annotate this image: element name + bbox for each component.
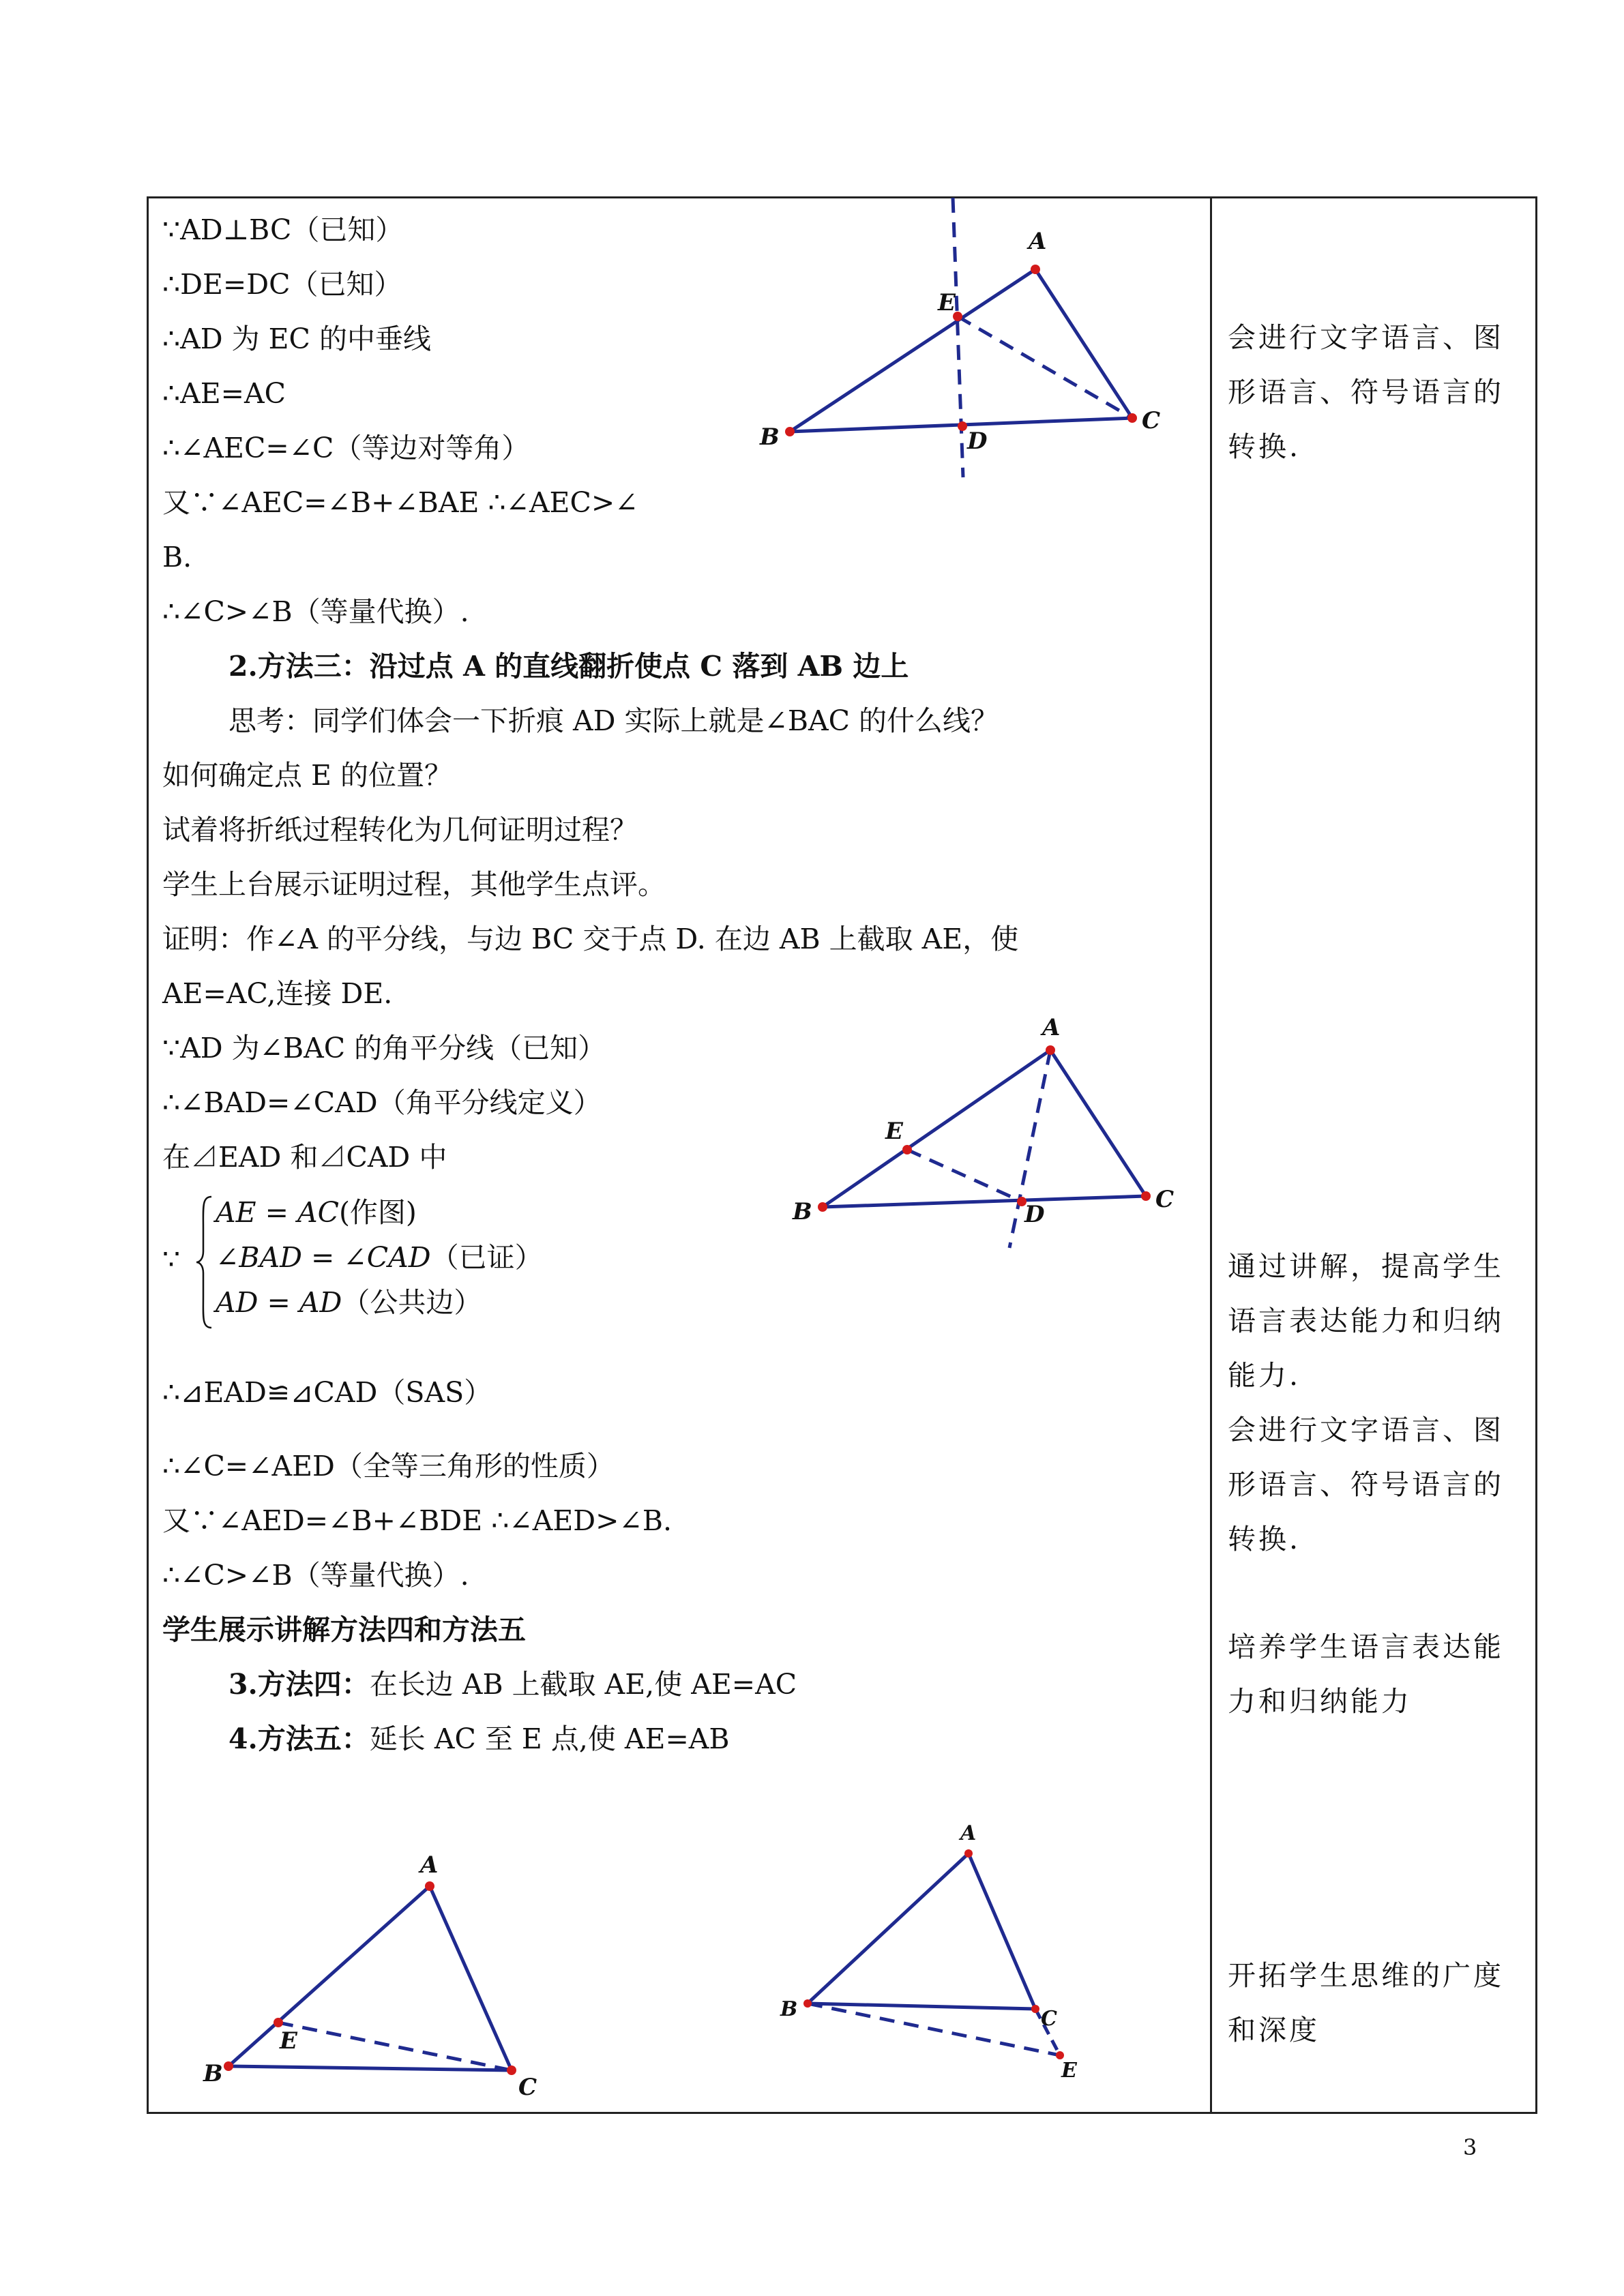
note-line: 语言表达能力和归纳 xyxy=(1228,1304,1504,1337)
point-a xyxy=(1046,1045,1055,1055)
segment-ba xyxy=(790,269,1035,432)
note-line: 会进行文字语言、图 xyxy=(1228,1414,1504,1446)
left-brace xyxy=(195,1194,216,1330)
method4-text: 在长边 AB 上截取 AE,使 AE=AC xyxy=(369,1668,797,1701)
question-line: 试着将折纸过程转化为几何证明过程？ xyxy=(162,814,638,846)
figure-perpendicular-bisector xyxy=(750,191,1187,491)
note-line: 转换. xyxy=(1228,430,1301,463)
dashed-altitude-line xyxy=(953,198,963,477)
condition-reason: （已证） xyxy=(430,1241,543,1274)
condition-rows xyxy=(216,1190,543,1325)
condition-reason: (作图) xyxy=(338,1196,417,1229)
label-a: A xyxy=(420,1851,439,1879)
note-line: 转换. xyxy=(1228,1523,1301,1555)
proof-line: 又∵∠AED=∠B+∠BDE ∴∠AED>∠B. xyxy=(162,1504,672,1537)
note-line: 通过讲解，提高学生 xyxy=(1228,1250,1504,1283)
condition-expr: ∠BAD = ∠CAD xyxy=(216,1241,431,1274)
figure-method-five xyxy=(771,1814,1125,2087)
label-c: C xyxy=(1155,1186,1175,1213)
condition-reason: （公共边） xyxy=(342,1286,482,1319)
proof-line: ∴∠C>∠B（等量代换）. xyxy=(162,595,469,628)
point-e xyxy=(902,1145,912,1154)
method5-label: 4.方法五： xyxy=(228,1723,370,1755)
note-line: 力和归纳能力 xyxy=(1228,1685,1412,1718)
proof-line: ∴AE=AC xyxy=(162,377,286,410)
proof-line: ∴∠C=∠AED（全等三角形的性质） xyxy=(162,1450,615,1482)
proof-line: ∵AD 为∠BAC 的角平分线（已知） xyxy=(162,1032,606,1064)
label-e: E xyxy=(885,1118,903,1145)
segment-ac xyxy=(1050,1050,1146,1196)
proof-line: B. xyxy=(162,541,192,573)
note-line: 形语言、符号语言的 xyxy=(1228,1468,1504,1501)
label-a: A xyxy=(1029,228,1047,255)
proof-line: ∴∠BAD=∠CAD（角平分线定义） xyxy=(162,1086,602,1119)
proof-line: ∴⊿EAD≌⊿CAD（SAS） xyxy=(162,1376,492,1409)
label-b: B xyxy=(203,2060,223,2087)
segment-ac xyxy=(969,1853,1035,2009)
proof-intro: 证明：作∠A 的平分线，与边 BC 交于点 D. 在边 AB 上截取 AE，使 xyxy=(162,923,1019,955)
congruence-conditions xyxy=(162,1190,640,1337)
label-b: B xyxy=(793,1198,812,1225)
segment-ba xyxy=(228,1886,430,2066)
page-number: 3 xyxy=(1463,2134,1477,2160)
point-a xyxy=(1031,265,1040,274)
method5-line xyxy=(228,1722,730,1756)
condition-expr: AD = AD xyxy=(216,1286,342,1319)
note-line: 开拓学生思维的广度 xyxy=(1228,1959,1504,1992)
question-line: 如何确定点 E 的位置？ xyxy=(162,759,452,792)
proof-line: ∴AD 为 EC 的中垂线 xyxy=(162,323,431,355)
dashed-segment-be xyxy=(808,2003,1060,2055)
proof-line: 又∵∠AEC=∠B+∠BAE ∴∠AEC>∠ xyxy=(162,486,638,519)
proof-line: ∵AD⊥BC（已知） xyxy=(162,213,404,246)
segment-bc xyxy=(228,2066,512,2070)
label-b: B xyxy=(780,1997,798,2021)
figure-angle-bisector xyxy=(784,1016,1194,1262)
segment-ba xyxy=(808,1853,969,2003)
label-c: C xyxy=(1041,2007,1057,2031)
method3-heading: 2.方法三：沿过点 A 的直线翻折使点 C 落到 AB 边上 xyxy=(228,650,909,683)
note-line: 形语言、符号语言的 xyxy=(1228,376,1504,408)
method5-text: 延长 AC 至 E 点,使 AE=AB xyxy=(369,1723,730,1755)
point-b xyxy=(803,1999,812,2008)
activity-line: 学生上台展示证明过程，其他学生点评。 xyxy=(162,868,666,901)
label-c: C xyxy=(518,2074,537,2101)
column-divider xyxy=(1210,196,1212,2114)
segment-bc xyxy=(823,1196,1146,1207)
point-c xyxy=(507,2066,516,2075)
students-heading: 学生展示讲解方法四和方法五 xyxy=(162,1613,526,1646)
segment-ac xyxy=(1035,269,1132,418)
label-c: C xyxy=(1142,407,1161,434)
label-a: A xyxy=(1042,1014,1061,1041)
condition-row xyxy=(216,1235,543,1280)
label-e: E xyxy=(1061,2059,1077,2083)
segment-ac xyxy=(430,1886,512,2070)
condition-row xyxy=(216,1280,543,1325)
figure-method-four xyxy=(198,1841,566,2100)
point-d xyxy=(958,421,967,431)
label-d: D xyxy=(967,428,988,455)
dashed-segment-ec xyxy=(958,316,1132,418)
point-c xyxy=(1127,413,1137,423)
segment-ba xyxy=(823,1050,1050,1207)
label-b: B xyxy=(760,423,780,451)
proof-intro: AE=AC,连接 DE. xyxy=(162,977,393,1010)
point-e xyxy=(274,2018,283,2027)
because-symbol: ∵ xyxy=(162,1243,181,1276)
point-c xyxy=(1031,2005,1039,2013)
condition-expr: AE = AC xyxy=(216,1196,339,1229)
label-a: A xyxy=(960,1821,977,1845)
think-question: 思考：同学们体会一下折痕 AD 实际上就是∠BAC 的什么线？ xyxy=(228,704,999,737)
label-d: D xyxy=(1024,1201,1045,1228)
note-line: 和深度 xyxy=(1228,2014,1320,2046)
note-line: 能力. xyxy=(1228,1359,1301,1392)
label-e: E xyxy=(938,289,956,316)
condition-row xyxy=(216,1190,543,1235)
point-b xyxy=(224,2061,233,2071)
proof-line: ∴DE=DC（已知） xyxy=(162,268,402,301)
label-e: E xyxy=(280,2027,297,2055)
method4-label: 3.方法四： xyxy=(228,1668,370,1701)
note-line: 会进行文字语言、图 xyxy=(1228,321,1504,354)
method4-line xyxy=(228,1667,797,1701)
proof-line: 在⊿EAD 和⊿CAD 中 xyxy=(162,1141,447,1174)
proof-line: ∴∠AEC=∠C（等边对等角） xyxy=(162,432,530,464)
point-c xyxy=(1141,1191,1151,1201)
point-a xyxy=(964,1849,973,1858)
proof-line: ∴∠C>∠B（等量代换）. xyxy=(162,1559,469,1592)
note-line: 培养学生语言表达能 xyxy=(1228,1630,1504,1663)
point-b xyxy=(785,427,795,436)
dashed-segment-ec xyxy=(278,2023,512,2070)
point-a xyxy=(425,1881,434,1891)
dashed-segment-ed xyxy=(907,1150,1022,1202)
point-b xyxy=(818,1202,827,1212)
segment-bc xyxy=(808,2003,1035,2009)
